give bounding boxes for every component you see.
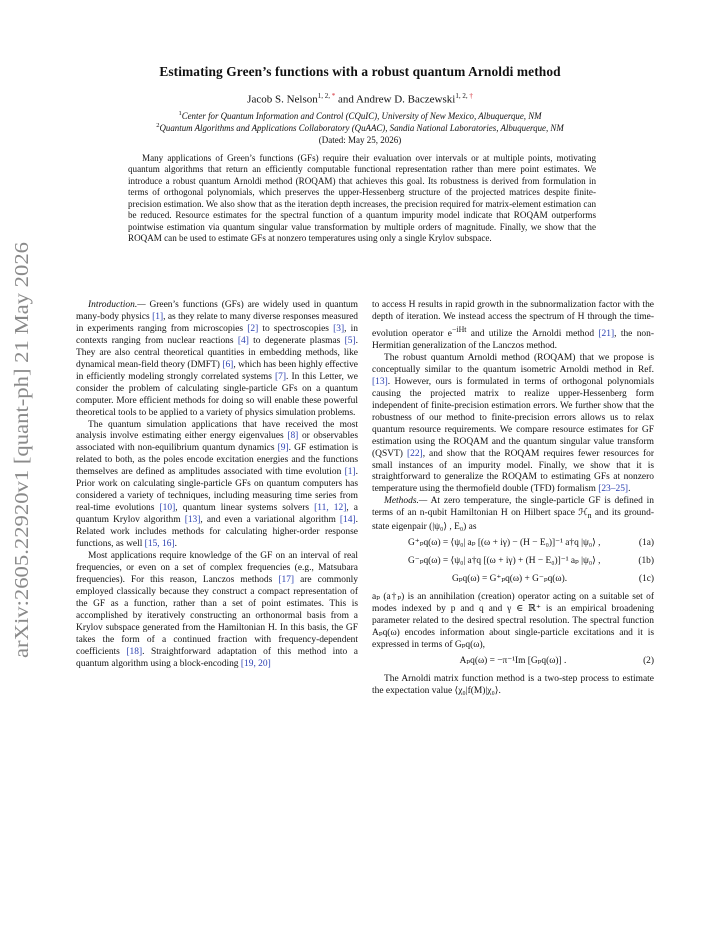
text-run: . Prior work on calculating single-particle GFs on quantum computers has considered a variety of techniques, including measuring time series from real-time evolutions [76, 467, 358, 514]
text-run: . In this Letter, we consider the problem of calculating single-particle GFs on a quantum computer. More efficient methods for doing so will enable these powerful theoretical tools to be applied to a variety of physics simulation problems. [76, 371, 358, 418]
text-run: are commonly employed classically because they construct a compact representation of the GF as a function, rather than a set of point estimates. This is accomplished by iteratively constructing an orthonormal basis from a Krylov subspace generated from the Hamiltonian H. In this basis, the GF takes the form of a continued fraction with frequency-dependent coefficients [76, 574, 359, 657]
equation-number[interactable]: (1c) [638, 574, 654, 585]
equation-body: Gₚq(ω) = G⁺ₚq(ω) + G⁻ₚq(ω). [452, 574, 568, 585]
equation-body: G⁺ₚq(ω) = ⟨ψ₀| aₚ [(ω + iγ) − (H − E₀)]⁻¹ a†q |ψ₀⟩ , [408, 538, 601, 549]
text-run: . Straightforward adaptation of this method into a quantum algorithm using a block-encoding [76, 646, 358, 669]
citation-link[interactable]: [14] [339, 515, 356, 526]
citation-link[interactable]: [9] [277, 443, 289, 454]
citation-link[interactable]: [23–25] [598, 484, 629, 495]
citation-link[interactable]: [22] [406, 448, 423, 459]
equation-number[interactable]: (1b) [638, 556, 654, 567]
equation [372, 656, 654, 670]
citation-link[interactable]: [5] [344, 335, 356, 346]
text-run: to spectroscopies [258, 323, 334, 334]
left-column [76, 300, 358, 671]
text-run: , which has been highly effective in efficiently modeling strongly correlated systems [76, 359, 358, 382]
text-run: and utilize the Arnoldi method [466, 329, 599, 340]
affiliation-text: Center for Quantum Information and Control (CQuIC), University of New Mexico, Albuquerque, NM [181, 110, 542, 121]
text-run: , as they relate to many diverse responses measured in experiments ranging from microscopies [76, 311, 358, 334]
subscript: n [587, 511, 592, 521]
citation-link[interactable]: [19, 20] [240, 658, 271, 669]
text-run: The quantum simulation applications that have received the most analysis involve estimating either energy eigenvalues [76, 419, 358, 442]
right-column [372, 300, 654, 698]
arxiv-stamp-text: arXiv:2605.22920v1 [quant-ph] 21 May 2026 [11, 290, 33, 658]
equation-body: Aₚq(ω) = −π⁻¹Im [Gₚq(ω)] . [459, 655, 567, 666]
citation-link[interactable]: [15, 16] [144, 539, 175, 550]
arxiv-side-stamp[interactable] [4, 240, 38, 660]
author-name: Andrew D. Baczewski [356, 93, 456, 106]
text-run: to degenerate plasmas [248, 335, 345, 346]
paragraph [372, 300, 654, 353]
text-run: Most applications require knowledge of the GF on an interval of real frequencies, or even on a set of complex frequencies (e.g., Matsubara frequencies). For this reason, Lanczos methods [76, 551, 358, 585]
citation-link[interactable]: [18] [126, 646, 143, 657]
exponent: −iHt [451, 324, 467, 334]
paragraph: The Arnoldi matrix function method is a two-step process to estimate the expectation value ⟨χ₀|f(M)|χ₀⟩. [372, 673, 654, 696]
text-run: . Related work includes methods for calculating higher-order response functions, as well [76, 515, 358, 550]
citation-link[interactable]: [13] [372, 376, 388, 387]
corresponding-mark[interactable]: † [469, 92, 473, 100]
citation-link[interactable]: [11, 12] [314, 503, 347, 514]
paragraph [372, 353, 654, 496]
equation [372, 556, 654, 570]
equation-number[interactable]: (2) [643, 655, 654, 666]
paragraph [76, 420, 358, 551]
text-run: . [628, 484, 631, 495]
citation-link[interactable]: [3] [333, 323, 345, 334]
text-run: , the non-Hermitian generalization of the Lanczos method. [372, 329, 654, 351]
text-run: , a quantum Krylov algorithm [76, 503, 358, 526]
text-run: or observables associated with non-equilibrium quantum dynamics [76, 431, 358, 454]
text-run: , in contexts ranging from nuclear reactions [76, 323, 358, 346]
text-run: . However, ours is formulated in terms of orthogonal polynomials causing the projected matrix to realize upper-Hessenberg form independent of finite-precision estimation errors. We further show that the robustness of our method to finite-precision errors allows us to relax quantum resource requirements. We compare resource estimates for GF estimation using the ROQAM and the quantum singular value transform (QSVT) [372, 376, 654, 459]
text-run: . [174, 539, 177, 550]
citation-link[interactable]: [6] [222, 359, 234, 370]
citation-link[interactable]: [10] [159, 503, 176, 514]
abstract: Many applications of Green’s functions (GFs) require their evaluation over intervals or at multiple points, motivating quantum algorithms that return an efficiently computable functional representation rather than mere point estimates. We introduce a robust quantum Arnoldi method (ROQAM) that achieves this goal. Its robustness is derived from formulation in terms of orthogonal polynomials, which preserves the upper-Hessenberg structure of the projected matrices despite finite-precision estimation. We also show that as the iteration depth increases, the precision required for matrix-element estimation can be reduced. Resource estimates for the spectral function of a quantum impurity model indicate that ROQAM outperforms pointwise estimation via quantum singular value transformation by multiple orders of magnitude. Finally, we show that the ROQAM can be used to estimate GFs at nonzero temperatures using only a single Krylov subspace. [128, 153, 596, 244]
paragraph [76, 551, 358, 671]
author-conjunction: and [335, 93, 357, 106]
citation-link[interactable]: [1] [152, 311, 164, 322]
paragraph: aₚ (a†ₚ) is an annihilation (creation) operator acting on a suitable set of modes indexed by p and q and γ ∈ ℝ⁺ is an empirical broadening parameter related to the desired spectral resolution. The spectral function Aₚq(ω) encodes information about single-particle excitations and it is expressed in terms of Gₚq(ω), [372, 592, 654, 650]
equation [372, 538, 654, 552]
equation [372, 574, 654, 588]
citation-link[interactable]: [2] [247, 323, 259, 334]
citation-link[interactable]: [13] [184, 515, 201, 526]
author-affil-sup: 1, 2, [317, 92, 332, 100]
paper-title: Estimating Green’s functions with a robust quantum Arnoldi method [159, 64, 561, 79]
affiliation-text: Quantum Algorithms and Applications Collaboratory (QuAAC), Sandia National Laboratories, Albuquerque, NM [159, 122, 564, 133]
citation-link[interactable]: [8] [287, 431, 299, 442]
text-run: Green’s functions (GFs) are widely used in quantum many-body physics [76, 300, 358, 322]
section-lead: Introduction.— [88, 300, 146, 310]
affiliation [40, 110, 680, 121]
citation-link[interactable]: [1] [344, 467, 356, 478]
author-name: Jacob S. Nelson [247, 93, 318, 106]
affiliation-number: 2 [156, 122, 160, 129]
text-run: The robust quantum Arnoldi method (ROQAM) that we propose is conceptually similar to the quantum isometric Arnoldi method in Ref. [372, 352, 654, 375]
text-run: . GF estimation is related to both, as the poles encode excitation energies and the functions themselves are defined as amplitudes associated with time evolution [76, 443, 358, 478]
citation-link[interactable]: [4] [237, 335, 249, 346]
paragraph [372, 496, 654, 534]
citation-link[interactable]: [17] [278, 574, 295, 585]
text-run: , and show that the ROQAM requires fewer resources for small instances of an impurity model. Finally, we show that it is straightforward to generalize the ROQAM to estimating GFs at nonzero temperature using the thermofield double (TFD) formalism [372, 448, 654, 495]
affiliation-number: 1 [178, 110, 182, 117]
author-line [60, 92, 660, 106]
text-run: , and even a variational algorithm [200, 515, 340, 526]
section-lead: Methods.— [384, 496, 428, 507]
citation-link[interactable]: [21] [598, 329, 615, 340]
paragraph [76, 300, 358, 420]
text-run: and its ground-state eigenpair (|ψ₀⟩ , E₀) as [372, 508, 654, 533]
text-run: . They are also central theoretical quantities in embedding methods, like dynamical mean-field theory (DMFT) [76, 335, 358, 370]
affiliation [40, 122, 680, 133]
text-run: At zero temperature, the single-particle GF is defined in terms of an n-qubit Hamiltonian H on Hilbert space ℋ [372, 496, 654, 519]
equation-number[interactable]: (1a) [638, 538, 654, 549]
text-run: to access H results in rapid growth in the subnormalization factor with the depth of iteration. We instead access the spectrum of H through the time-evolution operator e [372, 300, 654, 340]
corresponding-mark[interactable]: * [331, 92, 336, 100]
citation-link[interactable]: [7] [275, 371, 287, 382]
author-affil-sup: 1, 2, [455, 92, 470, 100]
date-line: (Dated: May 25, 2026) [318, 135, 402, 145]
text-run: , quantum linear systems solvers [175, 503, 315, 514]
equation-body: G⁻ₚq(ω) = ⟨ψ₀| a†q [(ω + iγ) + (H − E₀)]⁻¹ aₚ |ψ₀⟩ , [408, 556, 601, 567]
